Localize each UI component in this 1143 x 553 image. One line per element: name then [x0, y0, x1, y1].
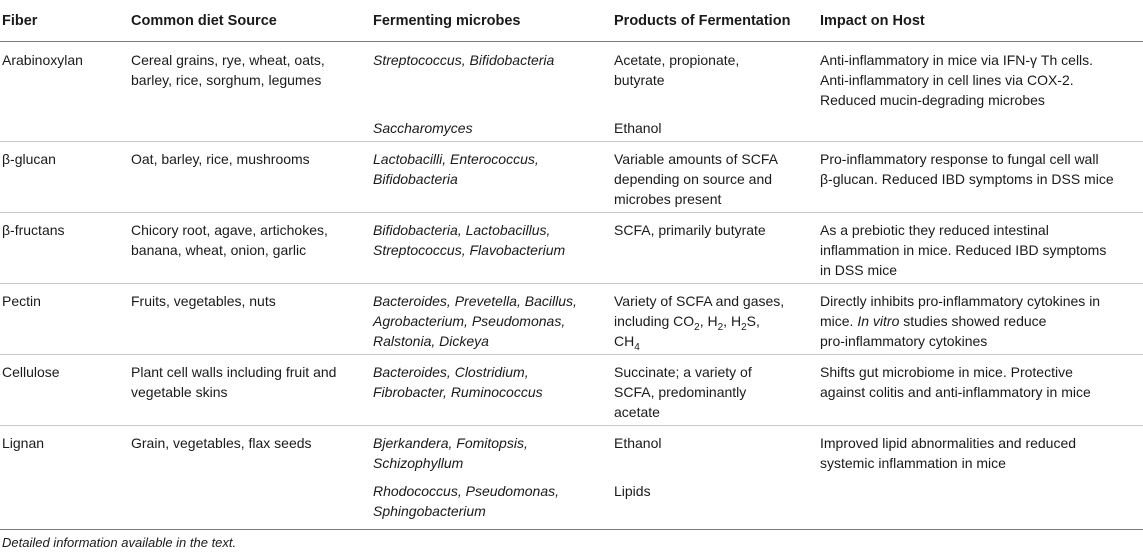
cell-products: Acetate, propionate, butyrate: [614, 52, 740, 88]
cell-fiber: Lignan: [0, 426, 131, 477]
cell-source: [131, 476, 373, 530]
cell-microbes: Streptococcus, Bifidobacteria: [373, 52, 555, 68]
header-impact: Impact on Host: [820, 0, 1143, 42]
table-row: [0, 42, 1143, 114]
cell-products: Succinate; a variety of SCFA, predominantly acetate: [614, 355, 820, 426]
subscript: 2: [694, 321, 700, 333]
cell-fiber: Arabinoxylan: [2, 52, 83, 68]
impact-text: mice.: [820, 313, 858, 329]
cell-impact: Improved lipid abnormalities and reduced systemic inflammation in mice: [820, 426, 1143, 477]
products-text: CH: [614, 333, 635, 349]
header-products: Products of Fermentation: [614, 0, 820, 42]
cell-products: Variable amounts of SCFA depending on source and microbes present: [614, 142, 820, 213]
impact-italic: In vitro: [857, 313, 900, 329]
impact-line: Directly inhibits pro-inflammatory cytokines in: [820, 293, 1101, 309]
subscript: 2: [741, 321, 747, 333]
cell-microbes: Bjerkandera, Fomitopsis, Schizophyllum: [373, 426, 614, 477]
table-row: [0, 213, 1143, 284]
cell-fiber: Pectin: [0, 284, 131, 355]
table-footnote: Detailed information available in the text.: [2, 535, 237, 550]
cell-source: [131, 113, 373, 142]
impact-text: studies showed reduce: [899, 313, 1047, 329]
cell-microbes: Rhodococcus, Pseudomonas, Sphingobacterium: [373, 476, 614, 530]
cell-products: [614, 284, 820, 355]
cell-products: SCFA, primarily butyrate: [614, 213, 820, 284]
table-row: [0, 142, 1143, 213]
subscript: 2: [717, 321, 724, 333]
cell-impact: [820, 476, 1143, 530]
cell-microbes: Bacteroides, Clostridium, Fibrobacter, Ruminococcus: [373, 355, 614, 426]
cell-source: Chicory root, agave, artichokes, banana, wheat, onion, garlic: [131, 213, 373, 284]
impact-line: pro-inflammatory cytokines: [820, 333, 988, 349]
subscript: 4: [634, 341, 640, 353]
cell-microbes: Lactobacilli, Enterococcus, Bifidobacteria: [373, 142, 614, 213]
cell-impact: Anti-inflammatory in mice via IFN-γ Th cells. Anti-inflammatory in cell lines via COX-2. Reduced mucin-degrading microbes: [820, 52, 1094, 108]
cell-source: Fruits, vegetables, nuts: [131, 284, 373, 355]
cell-fiber: β-glucan: [0, 142, 131, 213]
table-row: [0, 426, 1143, 477]
table-header-row: [0, 0, 1143, 42]
cell-impact: Shifts gut microbiome in mice. Protective against colitis and anti-inflammatory in mice: [820, 355, 1143, 426]
cell-impact: [820, 284, 1143, 355]
header-source: Common diet Source: [131, 0, 373, 42]
table-row: [0, 284, 1143, 355]
products-text: , H: [723, 313, 742, 329]
cell-source: Grain, vegetables, flax seeds: [131, 426, 373, 477]
cell-fiber: Cellulose: [0, 355, 131, 426]
cell-fiber: β-fructans: [0, 213, 131, 284]
cell-microbes: Bifidobacteria, Lactobacillus, Streptococcus, Flavobacterium: [373, 213, 614, 284]
products-text: including CO: [614, 313, 695, 329]
cell-products: Ethanol: [614, 120, 662, 136]
header-fiber: Fiber: [0, 0, 131, 42]
cell-products: Ethanol: [614, 426, 820, 477]
products-text: S,: [746, 313, 760, 329]
table-row: [0, 355, 1143, 426]
cell-fiber: [0, 476, 131, 530]
cell-microbes: Saccharomyces: [373, 120, 473, 136]
cell-impact: [820, 113, 1143, 142]
table-row: [0, 476, 1143, 530]
cell-impact: As a prebiotic they reduced intestinal inflammation in mice. Reduced IBD symptoms in DSS mice: [820, 213, 1143, 284]
products-text: , H: [699, 313, 718, 329]
table-row: [0, 113, 1143, 142]
cell-microbes: Bacteroides, Prevetella, Bacillus, Agrobacterium, Pseudomonas, Ralstonia, Dickeya: [373, 284, 614, 355]
cell-impact: Pro-inflammatory response to fungal cell wall β-glucan. Reduced IBD symptoms in DSS mice: [820, 142, 1143, 213]
cell-source: Plant cell walls including fruit and vegetable skins: [131, 355, 373, 426]
products-line: Variety of SCFA and gases,: [614, 293, 785, 309]
cell-source: Oat, barley, rice, mushrooms: [131, 142, 373, 213]
cell-source: Cereal grains, rye, wheat, oats, barley, rice, sorghum, legumes: [131, 52, 325, 88]
cell-products: Lipids: [614, 476, 820, 530]
cell-fiber: [0, 113, 131, 142]
header-microbes: Fermenting microbes: [373, 0, 614, 42]
